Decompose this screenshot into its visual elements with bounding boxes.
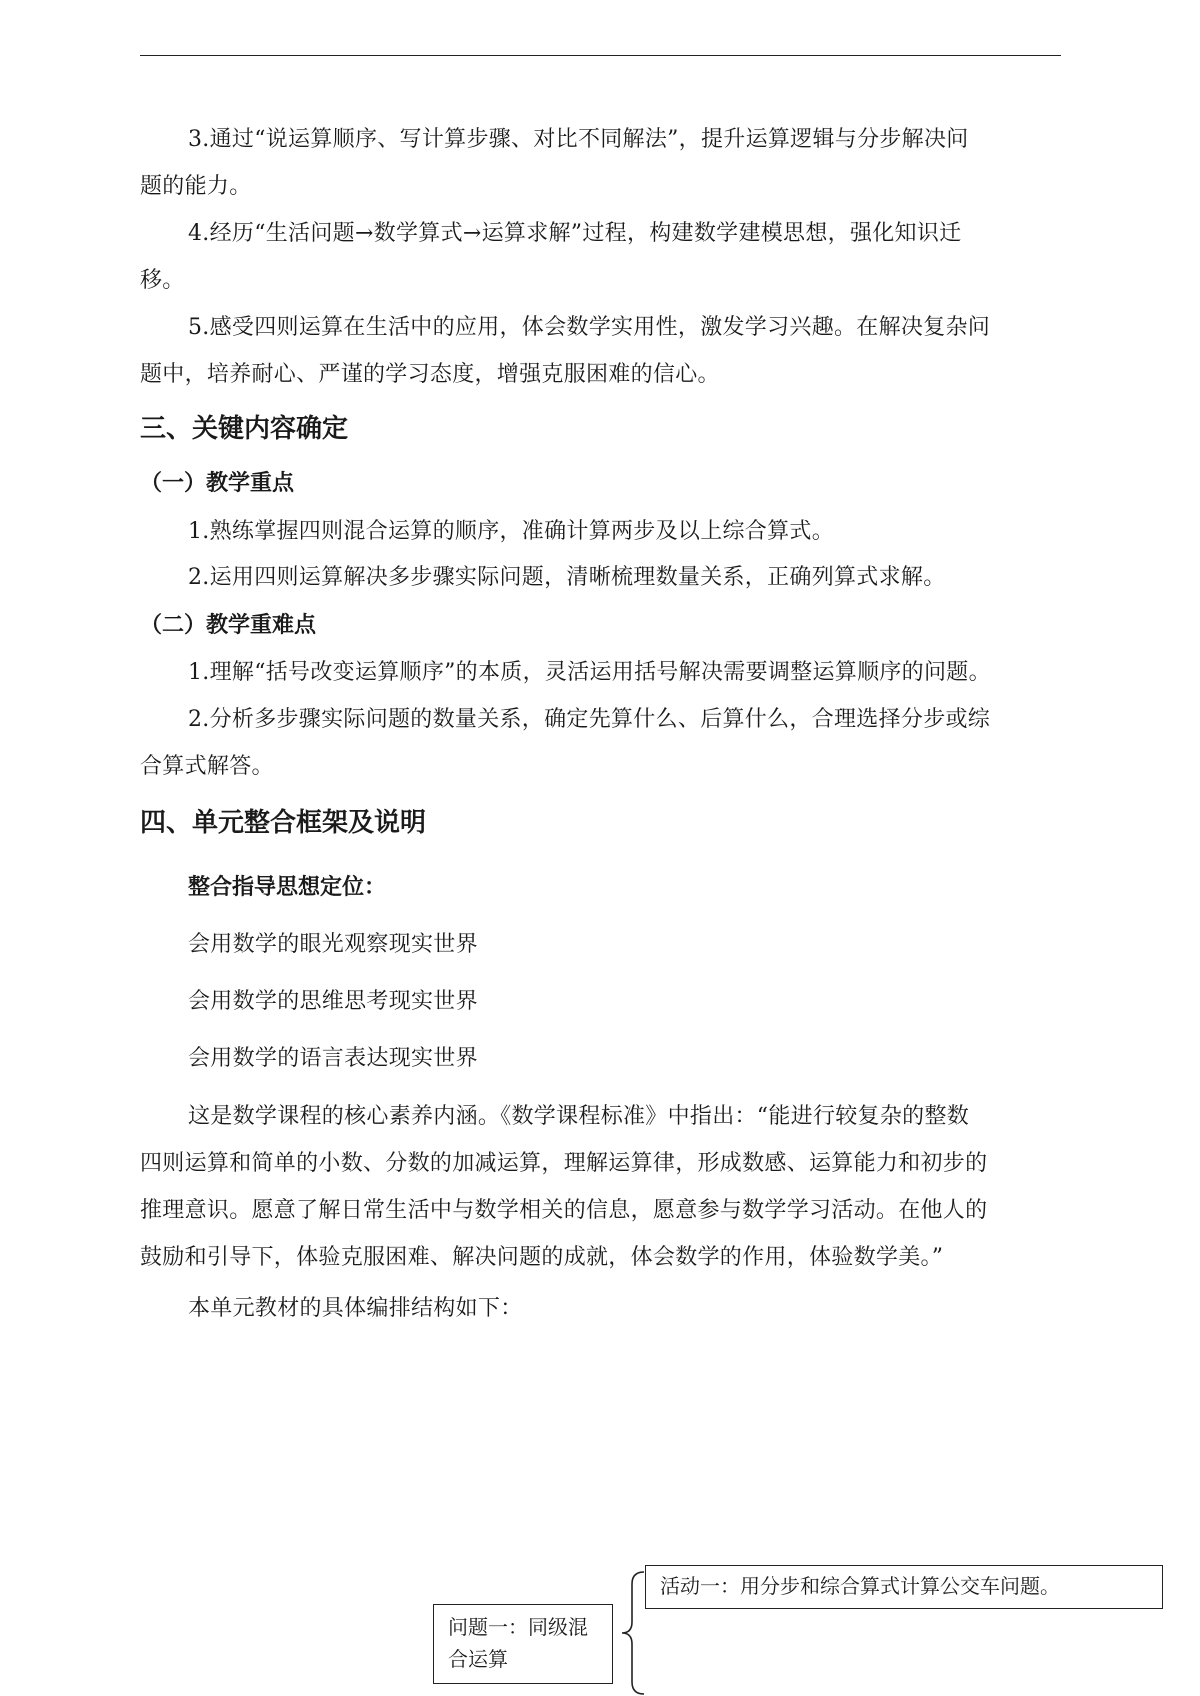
difficulty-item-2-line2: 合算式解答。 (140, 754, 274, 779)
section-3-heading: 三、关键内容确定 (140, 414, 349, 444)
teaching-difficulty-heading: （二）教学重难点 (140, 613, 317, 638)
goal-item-4-line1: 4.经历“生活问题→数学算式→运算求解”过程，构建数学建模思想，强化知识迁 (188, 221, 962, 246)
difficulty-item-2 (140, 696, 1061, 790)
goal-item-5-line2: 题中，培养耐心、严谨的学习态度，增强克服困难的信心。 (140, 362, 720, 387)
difficulty-item-2-line1: 2.分析多步骤实际问题的数量关系，确定先算什么、后算什么，合理选择分步或综 (188, 707, 991, 732)
section-4-heading: 四、单元整合框架及说明 (140, 808, 427, 838)
guide-item-3: 会用数学的语言表达现实世界 (188, 1046, 478, 1071)
goal-item-5 (140, 304, 1061, 398)
problem-1-line2: 合运算 (448, 1647, 508, 1671)
goal-item-4 (140, 210, 1061, 304)
quote-line-4: 鼓励和引导下，体验克服困难、解决问题的成就，体会数学的作用，体验数学美。” (140, 1245, 944, 1270)
guide-heading: 整合指导思想定位： (188, 875, 387, 900)
focus-item-2: 2.运用四则运算解决多步骤实际问题，清晰梳理数量关系，正确列算式求解。 (188, 565, 946, 590)
guide-item-2: 会用数学的思维思考现实世界 (188, 989, 478, 1014)
quote-line-1: 这是数学课程的核心素养内涵。《数学课程标准》中指出：“能进行较复杂的整数 (188, 1104, 970, 1129)
curriculum-quote (140, 1093, 1061, 1281)
goal-item-4-line2: 移。 (140, 268, 185, 293)
teaching-focus-heading: （一）教学重点 (140, 471, 295, 496)
goal-item-3-line1: 3.通过“说运算顺序、写计算步骤、对比不同解法”，提升运算逻辑与分步解决问 (188, 127, 969, 152)
brace-connector (620, 1570, 648, 1696)
activity-1-box (645, 1565, 1163, 1609)
header-rule (140, 55, 1061, 56)
structure-intro: 本单元教材的具体编排结构如下： (188, 1296, 523, 1321)
focus-item-1: 1.熟练掌握四则混合运算的顺序，准确计算两步及以上综合算式。 (188, 519, 834, 544)
problem-1-line1: 问题一：同级混 (448, 1615, 588, 1639)
goal-item-5-line1: 5.感受四则运算在生活中的应用，体会数学实用性，激发学习兴趣。在解决复杂问 (188, 315, 991, 340)
goal-item-3 (140, 116, 1061, 210)
guide-item-1: 会用数学的眼光观察现实世界 (188, 932, 478, 957)
difficulty-item-1: 1.理解“括号改变运算顺序”的本质，灵活运用括号解决需要调整运算顺序的问题。 (188, 660, 991, 685)
problem-1-box (433, 1604, 613, 1684)
goal-item-3-line2: 题的能力。 (140, 174, 252, 199)
quote-line-3: 推理意识。愿意了解日常生活中与数学相关的信息，愿意参与数学学习活动。在他人的 (140, 1198, 988, 1223)
activity-1-label: 活动一：用分步和综合算式计算公交车问题。 (660, 1574, 1060, 1598)
quote-line-2: 四则运算和简单的小数、分数的加减运算，理解运算律，形成数感、运算能力和初步的 (140, 1151, 988, 1176)
